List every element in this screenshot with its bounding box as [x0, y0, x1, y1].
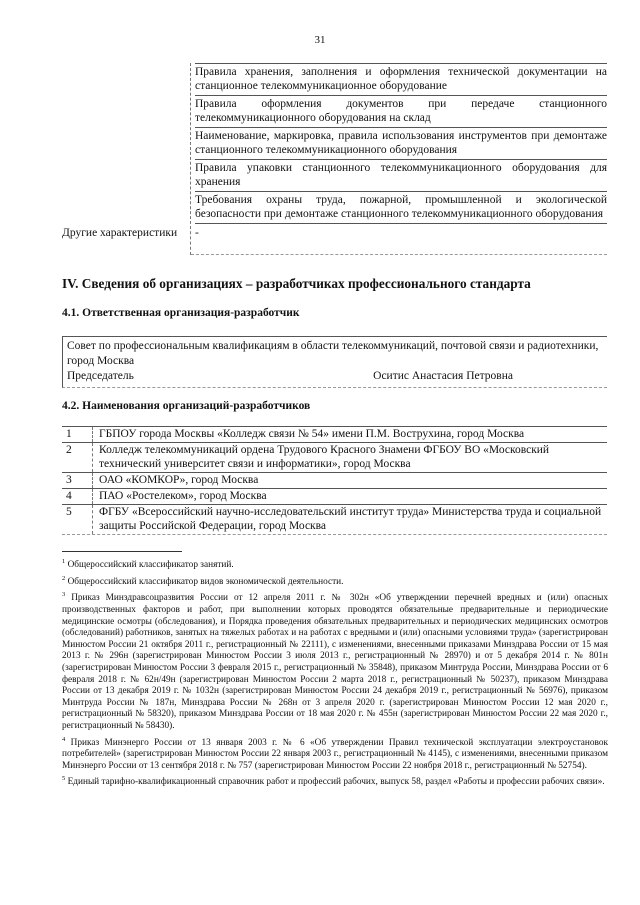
developer-row — [62, 488, 607, 504]
developer-name: ФГБУ «Всероссийский научно-исследовательский институт труда» Министерства труда и социальной защиты Российской Федерации, город Москва — [99, 506, 602, 532]
knowledge-cells — [191, 63, 607, 224]
developer-number: 3 — [62, 473, 93, 488]
chair-name: Оситис Анастасия Петровна — [373, 370, 513, 382]
developer-number: 5 — [62, 505, 93, 534]
footnote — [62, 734, 608, 773]
chair-label: Председатель — [67, 370, 134, 382]
footnote-mark: 4 — [62, 735, 66, 743]
developers-table — [62, 426, 607, 535]
responsible-org-box — [62, 336, 607, 388]
developer-name: Колледж телекоммуникаций ордена Трудового Красного Знамени ФГБОУ ВО «Московский технический университет связи и информатики», город Москва — [99, 444, 550, 470]
developer-row — [62, 442, 607, 472]
knowledge-row: Наименование, маркировка, правила использования инструментов при демонтаже станционного телекоммуникационного оборудования — [195, 128, 607, 160]
footnote-mark: 1 — [62, 558, 66, 565]
section-title: IV. Сведения об организациях – разработчиках профессионального стандарта — [62, 276, 531, 291]
footnote — [62, 773, 608, 789]
responsible-org-name: Совет по профессиональным квалификациям в области телекоммуникаций, почтовой связи и радиотехники, город Москва — [67, 340, 599, 367]
developer-row — [62, 426, 607, 442]
knowledge-row: Правила хранения, заполнения и оформления технической документации на станционное телекоммуникационное оборудование — [195, 63, 607, 96]
other-characteristics-row — [62, 226, 607, 255]
knowledge-table-body — [62, 63, 607, 224]
developer-name: ГБПОУ города Москвы «Колледж связи № 54» имени П.М. Вострухина, город Москва — [99, 428, 525, 440]
footnote-text: Общероссийский классификатор занятий. — [67, 560, 234, 571]
page-number: 31 — [314, 34, 326, 46]
footnote-mark: 3 — [62, 591, 66, 599]
subsection-responsible-title: 4.1. Ответственная организация-разработчик — [62, 307, 300, 319]
subsection-developers-title: 4.2. Наименования организаций-разработчиков — [62, 400, 311, 412]
chair-row — [67, 369, 603, 384]
knowledge-row: Правила оформления документов при передаче станционного телекоммуникационного оборудования на склад — [195, 96, 607, 128]
footnote — [62, 589, 608, 732]
footnote — [62, 556, 608, 572]
footnote-text: Общероссийский классификатор видов экономической деятельности. — [67, 576, 344, 587]
footnote-text: Приказ Минздравсоцразвития России от 12 апреля 2011 г. № 302н «Об утверждении перечней вредных и (или) опасных производственных факторов и работ, при выполнении которых проводятся обязательные предварительные и периодические медицинские осмотры (обследования), и Порядка проведения обязательных предварительных и периодических медицинских осмотров (обследований) работников, занятых на тяжелых работах и на работах с вредными и (или) опасными условиями труда» (зарегистрирован Минюстом России 21 октября 2011 г., регистрационный № 22111), с изменениями, внесенными приказами Минздрава России от 15 мая 2013 г. № 296н (зарегистрирован Минюстом России 3 июля 2013 г., регистрационный № 28970) и от 5 декабря 2014 г. № 801н (зарегистрирован Минюстом России 3 февраля 2015 г., регистрационный № 35848), приказом Минтруда России, Минздрава России от 6 февраля 2018 г. № 62н/49н (зарегистрирован Минюстом России 2 марта 2018 г., регистрационный № 50237), приказом Минздрава России от 13 декабря 2019 г. № 1032н (зарегистрирован Минюстом России 24 декабря 2019 г., регистрационный № 56976), приказом Минтруда России № 187н, Минздрава России № 268н от 3 апреля 2020 г. (зарегистрирован Минюстом России 12 мая 2020 г., регистрационный № 58320), приказом Минздрава России от 18 мая 2020 г. № 455н (зарегистрирован Минюстом России 22 мая 2020 г., регистрационный № 58430). — [62, 593, 608, 731]
knowledge-row: Требования охраны труда, пожарной, промышленной и экологической безопасности при демонтаже станционного телекоммуникационного оборудования — [195, 192, 607, 224]
footnote-text: Приказ Минэнерго России от 13 января 2003 г. № 6 «Об утверждении Правил технической эксплуатации электроустановок потребителей» (зарегистрирован Минюстом России 22 января 2003 г., регистрационный № 4145), с изменениями, внесенными приказом Минэнерго России от 13 сентября 2018 г. № 757 (зарегистрирован Минюстом России 22 ноября 2018 г., регистрационный № 52754). — [62, 737, 608, 771]
developer-number: 1 — [62, 427, 93, 442]
developer-number: 4 — [62, 489, 93, 504]
knowledge-table — [62, 63, 607, 255]
developer-number: 2 — [62, 443, 93, 472]
footnote-mark: 5 — [62, 775, 66, 783]
footnote — [62, 573, 608, 589]
footnote-divider — [62, 551, 182, 552]
developer-row — [62, 472, 607, 488]
developer-name: ПАО «Ростелеком», город Москва — [99, 490, 267, 502]
footnotes — [62, 556, 608, 790]
developer-row — [62, 504, 607, 535]
other-characteristics-label: Другие характеристики — [62, 226, 191, 255]
knowledge-row: Правила упаковки станционного телекоммуникационного оборудования для хранения — [195, 160, 607, 192]
developer-name: ОАО «КОМКОР», город Москва — [99, 474, 259, 486]
footnote-mark: 2 — [62, 574, 66, 582]
other-characteristics-value: - — [191, 226, 607, 255]
footnote-text: Единый тарифно-квалификационный справочник работ и профессий рабочих, выпуск 58, раздел «Работы и профессии рабочих связи». — [67, 777, 605, 788]
knowledge-label-cell — [62, 63, 191, 224]
